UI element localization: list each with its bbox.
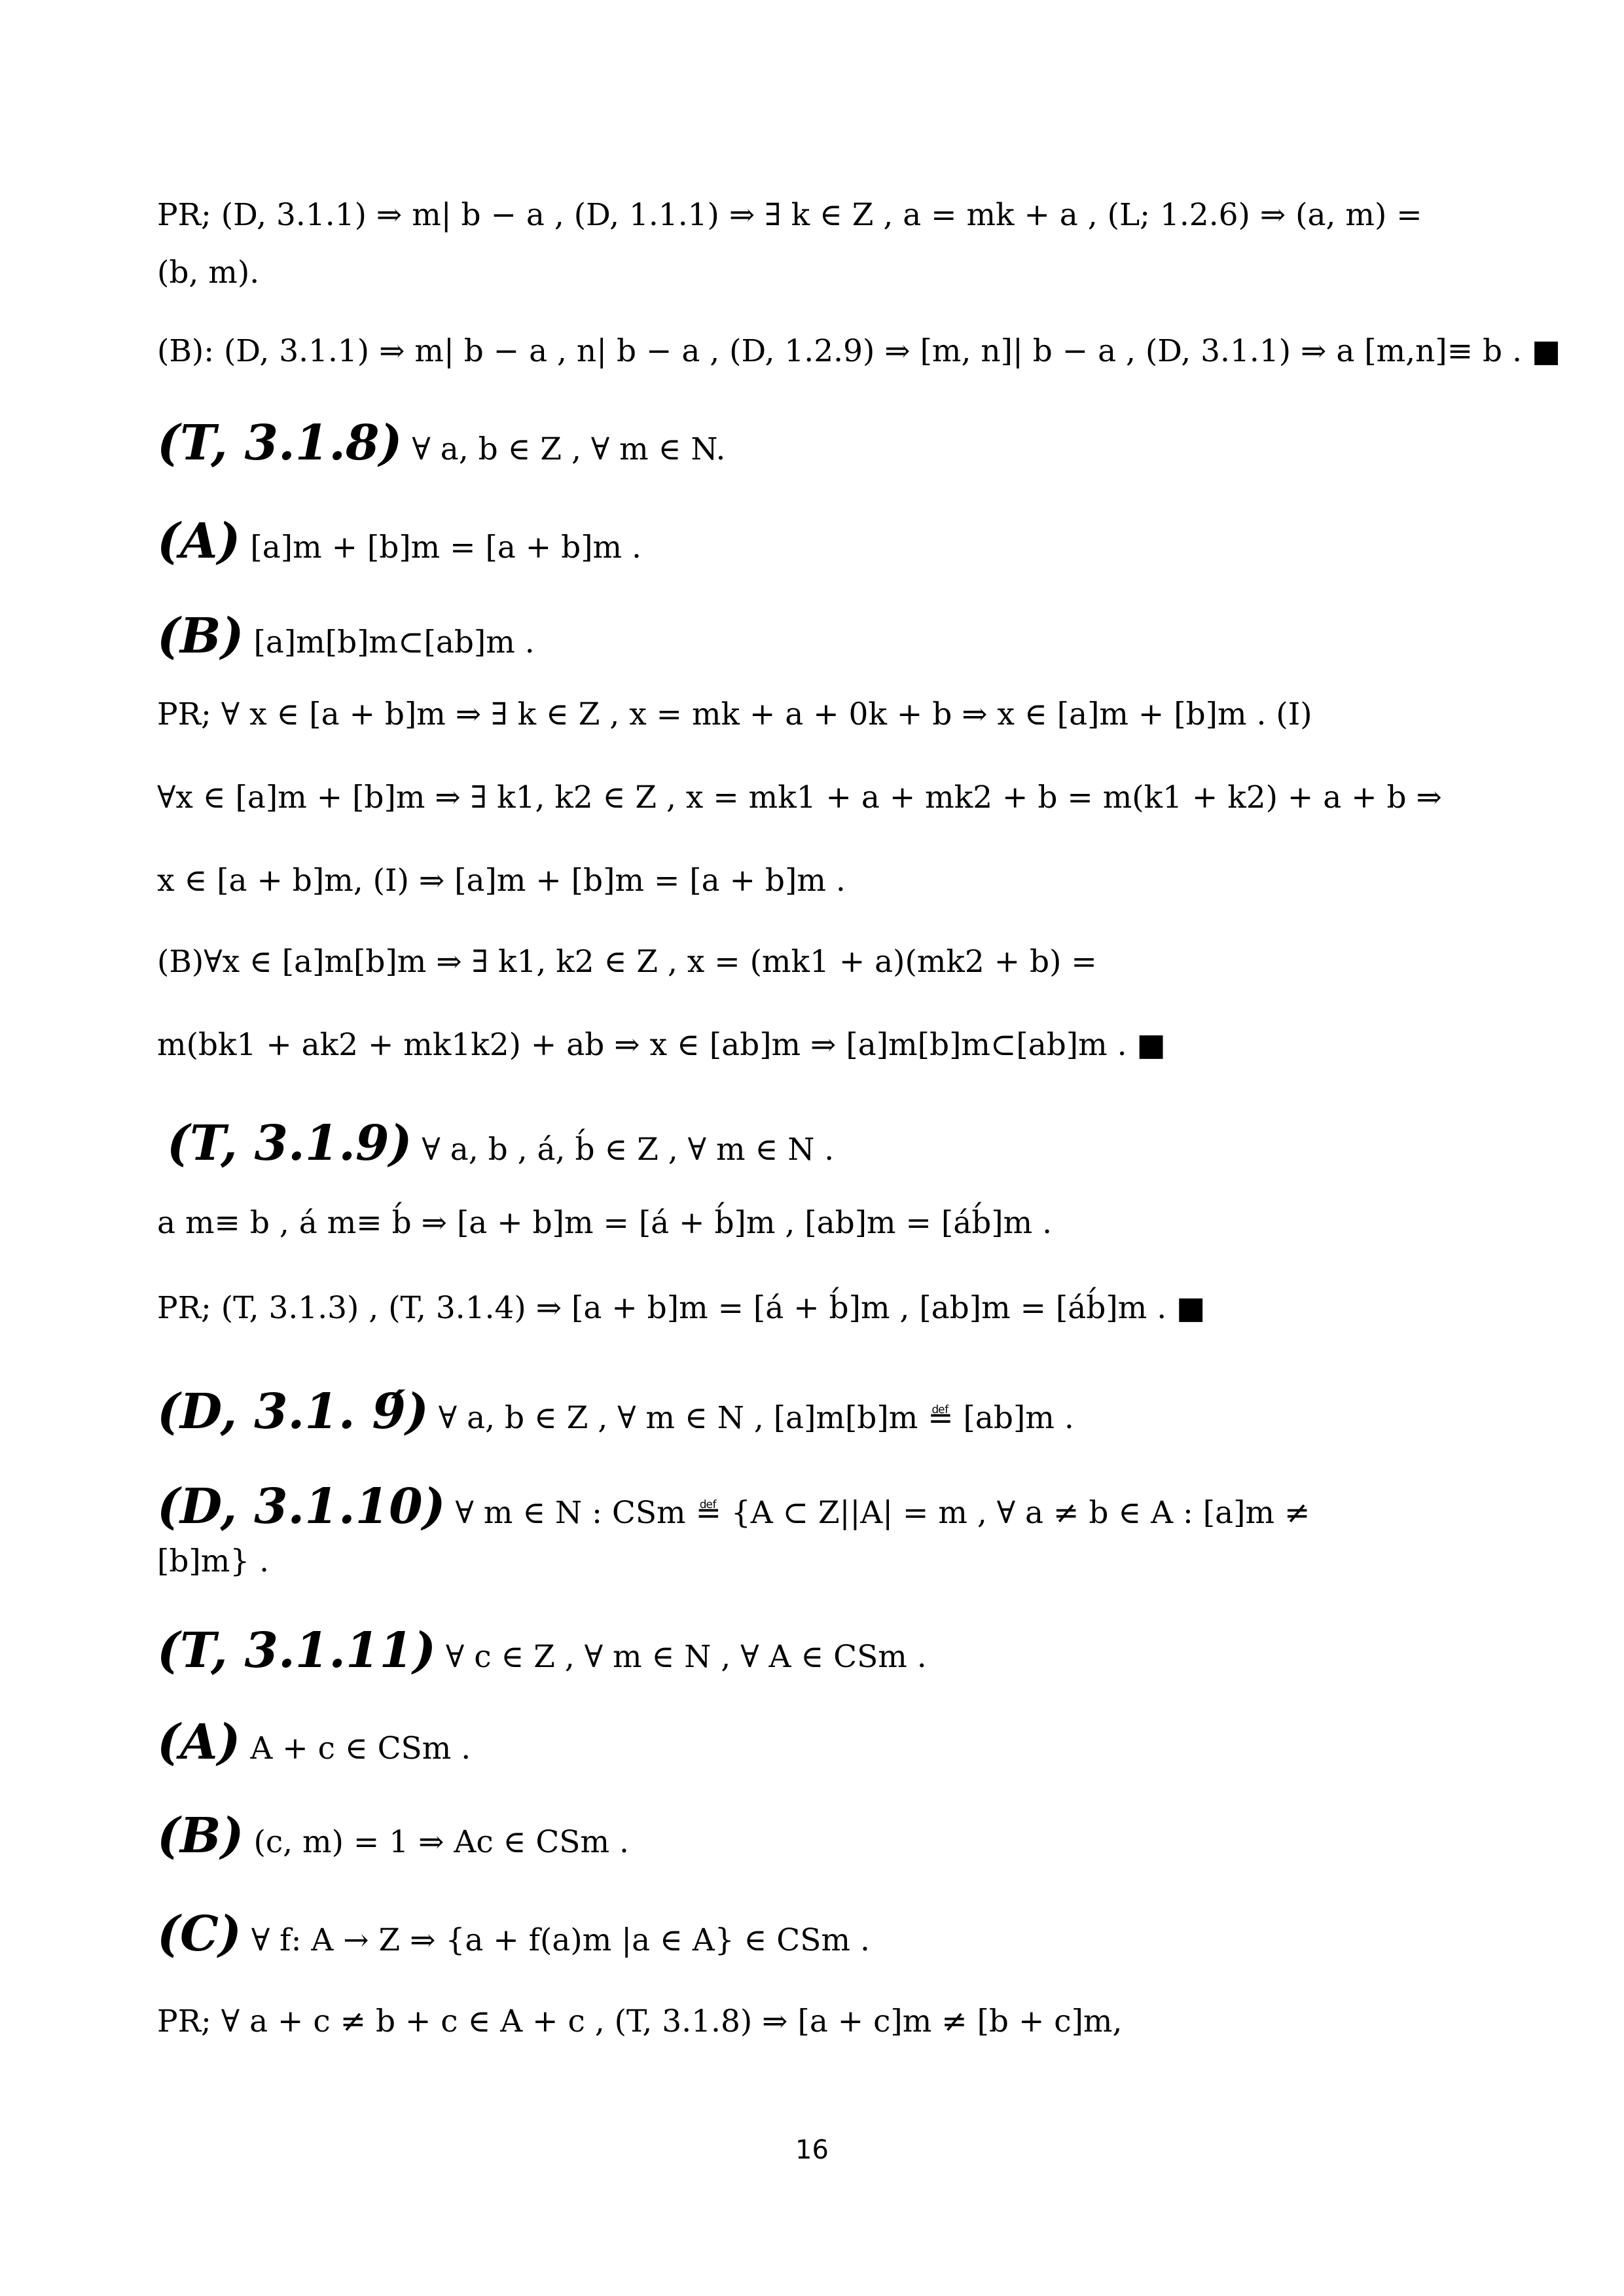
definition-label: (D, 3.1.10)	[157, 1479, 446, 1535]
theorem-line	[157, 1623, 927, 1679]
clause-line	[157, 608, 535, 664]
text-line: (b, m).	[157, 255, 260, 291]
text-line: x ∈ [a + b]m, (I) ⇒ [a]m + [b]m = [a + b]m .	[157, 863, 846, 899]
text-line: [b]m} .	[157, 1543, 270, 1579]
clause-label: (A)	[157, 513, 241, 569]
theorem-statement: ∀ c ∈ Z , ∀ m ∈ N , ∀ A ∈ CSm .	[435, 1639, 927, 1675]
clause-line	[157, 1714, 471, 1770]
theorem-label: (T, 3.1.9)	[167, 1115, 412, 1172]
definition-statement: ∀ a, b ∈ Z , ∀ m ∈ N , [a]m[b]m ≝ [ab]m .	[428, 1400, 1074, 1436]
text-line: PR; ∀ x ∈ [a + b]m ⇒ ∃ k ∈ Z , x = mk + a + 0k + b ⇒ x ∈ [a]m + [b]m . (I)	[157, 696, 1312, 732]
clause-line	[157, 1906, 870, 1962]
page-number: 16	[795, 2135, 829, 2165]
text-line: PR; (T, 3.1.3) , (T, 3.1.4) ⇒ [a + b]m = [á + b́]m , [ab]m = [áb́]m . ■	[157, 1290, 1206, 1326]
clause-line	[157, 1808, 629, 1864]
clause-label: (B)	[157, 1808, 244, 1864]
clause-label: (B)	[157, 608, 244, 664]
clause-statement: [a]m + [b]m = [a + b]m .	[240, 529, 641, 565]
text-line: (B): (D, 3.1.1) ⇒ m| b − a , n| b − a , (D, 1.2.9) ⇒ [m, n]| b − a , (D, 3.1.1) ⇒ a [m,n]≡ b . ■	[157, 333, 1561, 369]
text-line: PR; (D, 3.1.1) ⇒ m| b − a , (D, 1.1.1) ⇒ ∃ k ∈ Z , a = mk + a , (L; 1.2.6) ⇒ (a, m) =	[157, 197, 1422, 233]
theorem-label: (T, 3.1.11)	[157, 1623, 436, 1679]
theorem-label: (T, 3.1.8)	[157, 415, 403, 471]
clause-line	[157, 513, 641, 569]
clause-statement: ∀ f: A → Z ⇒ {a + f(a)m |a ∈ A} ∈ CSm .	[241, 1922, 870, 1958]
clause-label: (C)	[157, 1906, 242, 1962]
theorem-statement: ∀ a, b ∈ Z , ∀ m ∈ N.	[402, 431, 726, 467]
text-line: ∀x ∈ [a]m + [b]m ⇒ ∃ k1, k2 ∈ Z , x = mk1 + a + mk2 + b = m(k1 + k2) + a + b ⇒	[157, 780, 1442, 816]
clause-label: (A)	[157, 1714, 241, 1770]
clause-statement: A + c ∈ CSm .	[240, 1731, 471, 1767]
clause-statement: [a]m[b]m⊂[ab]m .	[244, 624, 535, 660]
theorem-statement: ∀ a, b , á, b́ ∈ Z , ∀ m ∈ N .	[412, 1132, 835, 1168]
text-line: m(bk1 + ak2 + mk1k2) + ab ⇒ x ∈ [ab]m ⇒ [a]m[b]m⊂[ab]m . ■	[157, 1027, 1166, 1063]
text-line: (B)∀x ∈ [a]m[b]m ⇒ ∃ k1, k2 ∈ Z , x = (mk1 + a)(mk2 + b) =	[157, 944, 1097, 980]
clause-statement: (c, m) = 1 ⇒ Ac ∈ CSm .	[244, 1824, 629, 1860]
definition-line	[157, 1479, 1310, 1535]
theorem-line	[167, 1115, 835, 1172]
definition-statement: ∀ m ∈ N : CSm ≝ {A ⊂ Z||A| = m , ∀ a ≠ b ∈ A : [a]m ≠	[445, 1495, 1310, 1531]
definition-line	[157, 1384, 1074, 1440]
definition-label: (D, 3.1. 9́)	[157, 1384, 429, 1440]
theorem-line	[157, 415, 726, 471]
text-line: PR; ∀ a + c ≠ b + c ∈ A + c , (T, 3.1.8) ⇒ [a + c]m ≠ [b + c]m,	[157, 2003, 1123, 2039]
text-line: a m≡ b , á m≡ b́ ⇒ [a + b]m = [á + b́]m , [ab]m = [áb́]m .	[157, 1205, 1053, 1241]
